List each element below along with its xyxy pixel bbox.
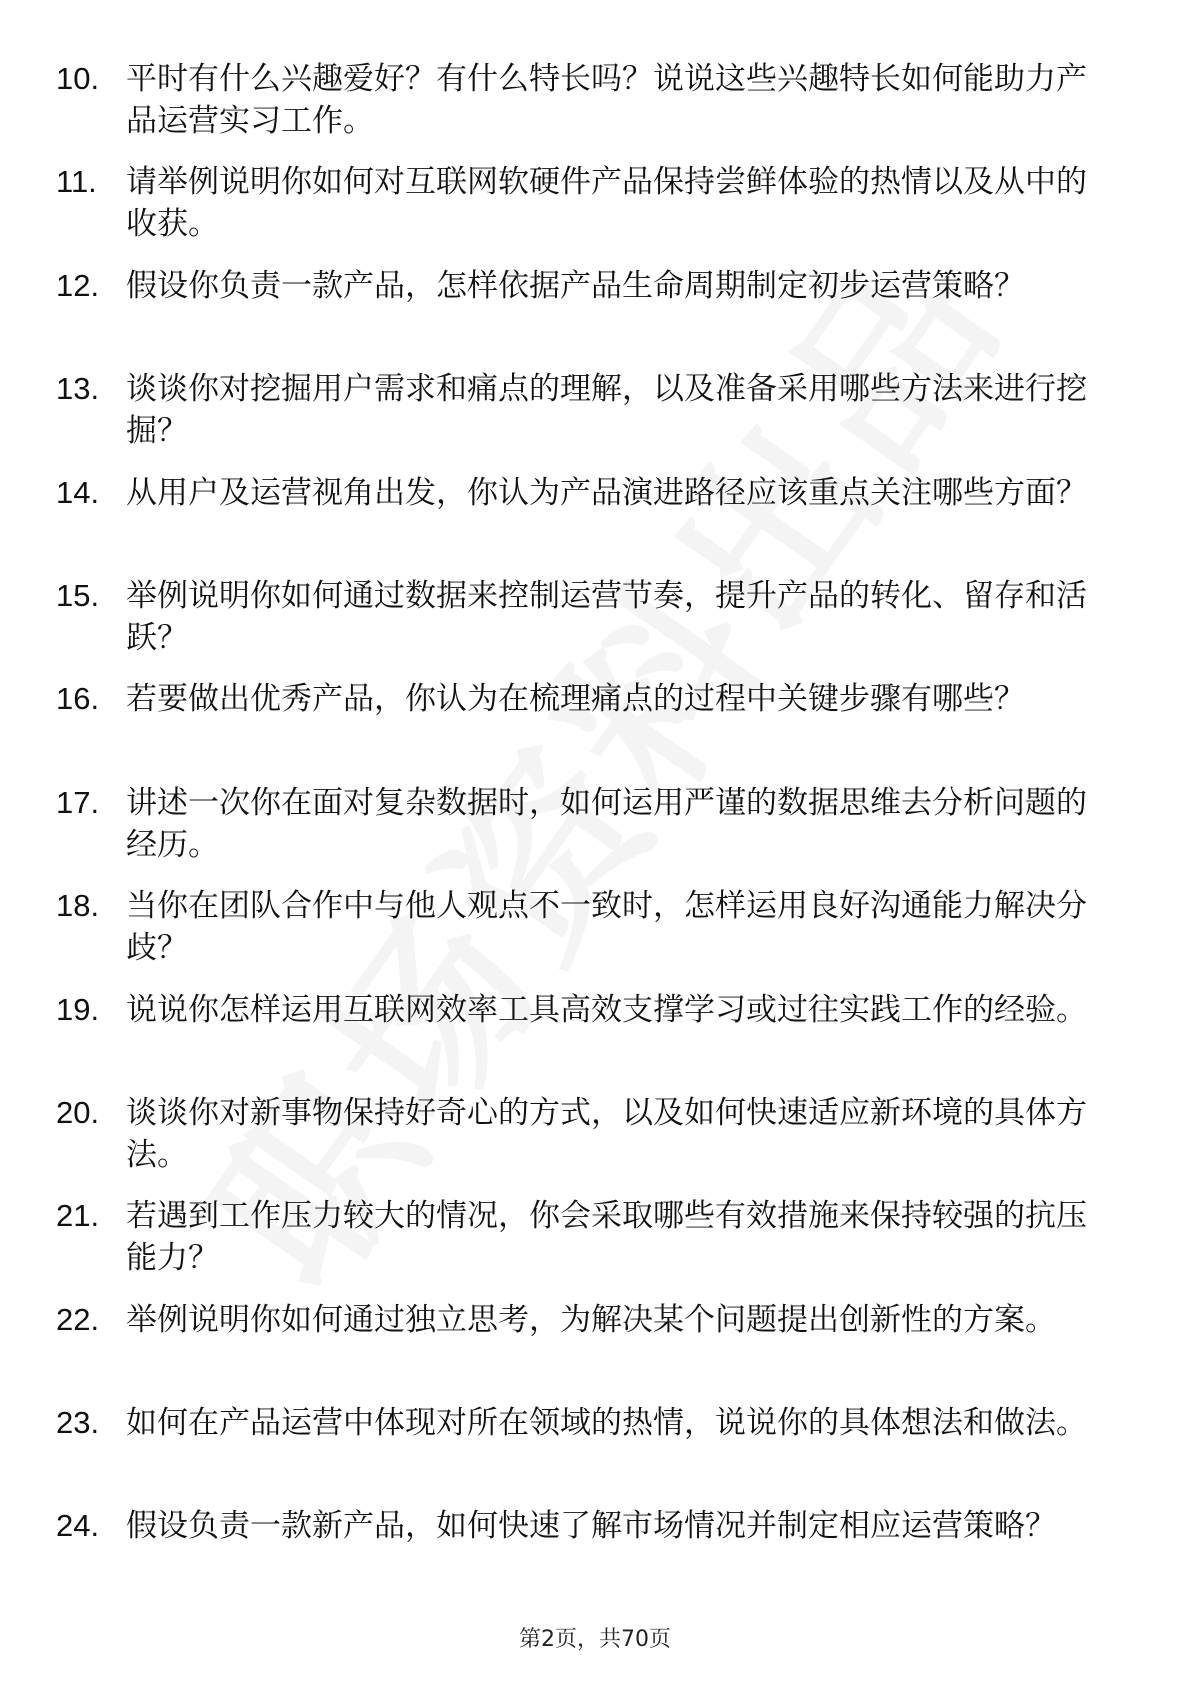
question-text: 若遇到工作压力较大的情况，你会采取哪些有效措施来保持较强的抗压能力？ xyxy=(126,1198,1087,1277)
question-list xyxy=(0,58,1190,1609)
question-text: 假设负责一款新产品，如何快速了解市场情况并制定相应运营策略？ xyxy=(126,1508,1056,1545)
question-number: 24. xyxy=(56,1508,100,1544)
question-text: 平时有什么兴趣爱好？有什么特长吗？说说这些兴趣特长如何能助力产品运营实习工作。 xyxy=(126,61,1087,139)
question-item xyxy=(0,1092,1190,1195)
question-item xyxy=(0,575,1190,678)
question-item xyxy=(0,1299,1190,1402)
question-number: 14. xyxy=(56,474,100,510)
question-text: 谈谈你对挖掘用户需求和痛点的理解，以及准备采用哪些方法来进行挖掘？ xyxy=(126,371,1087,450)
question-item xyxy=(0,782,1190,885)
question-number: 18. xyxy=(56,888,100,924)
question-text: 假设你负责一款产品，怎样依据产品生命周期制定初步运营策略？ xyxy=(126,267,1025,304)
question-number: 15. xyxy=(56,577,100,613)
question-item xyxy=(0,1402,1190,1505)
question-number: 23. xyxy=(56,1405,100,1441)
question-number: 13. xyxy=(56,371,100,407)
question-text: 请举例说明你如何对互联网软硬件产品保持尝鲜体验的热情以及从中的收获。 xyxy=(126,164,1087,243)
question-item xyxy=(0,265,1190,368)
question-number: 20. xyxy=(56,1094,100,1130)
question-text: 如何在产品运营中体现对所在领域的热情，说说你的具体想法和做法。 xyxy=(126,1405,1087,1442)
question-number: 19. xyxy=(56,991,100,1027)
question-text: 当你在团队合作中与他人观点不一致时，怎样运用良好沟通能力解决分歧？ xyxy=(126,888,1087,967)
question-item xyxy=(0,472,1190,575)
question-item xyxy=(0,1195,1190,1298)
question-item xyxy=(0,1505,1190,1608)
question-text: 从用户及运营视角出发，你认为产品演进路径应该重点关注哪些方面？ xyxy=(126,474,1087,511)
question-number: 12. xyxy=(56,267,100,303)
question-number: 22. xyxy=(56,1301,100,1337)
question-item xyxy=(0,989,1190,1092)
question-number: 21. xyxy=(56,1198,100,1234)
question-number: 17. xyxy=(56,784,100,820)
question-text: 举例说明你如何通过数据来控制运营节奏，提升产品的转化、留存和活跃？ xyxy=(126,577,1087,656)
question-item xyxy=(0,678,1190,781)
question-item xyxy=(0,885,1190,988)
question-text: 若要做出优秀产品，你认为在梳理痛点的过程中关键步骤有哪些？ xyxy=(126,681,1025,718)
question-item xyxy=(0,58,1190,161)
question-number: 10. xyxy=(56,61,100,96)
question-text: 说说你怎样运用互联网效率工具高效支撑学习或过往实践工作的经验。 xyxy=(126,991,1087,1028)
page-footer: 第2页，共70页 xyxy=(519,1627,671,1652)
question-text: 举例说明你如何通过独立思考，为解决某个问题提出创新性的方案。 xyxy=(126,1301,1056,1338)
question-text: 讲述一次你在面对复杂数据时，如何运用严谨的数据思维去分析问题的经历。 xyxy=(126,784,1087,863)
question-item xyxy=(0,161,1190,264)
question-text: 谈谈你对新事物保持好奇心的方式，以及如何快速适应新环境的具体方法。 xyxy=(126,1094,1087,1173)
question-item xyxy=(0,368,1190,471)
question-number: 11. xyxy=(56,164,97,200)
question-number: 16. xyxy=(56,681,100,717)
